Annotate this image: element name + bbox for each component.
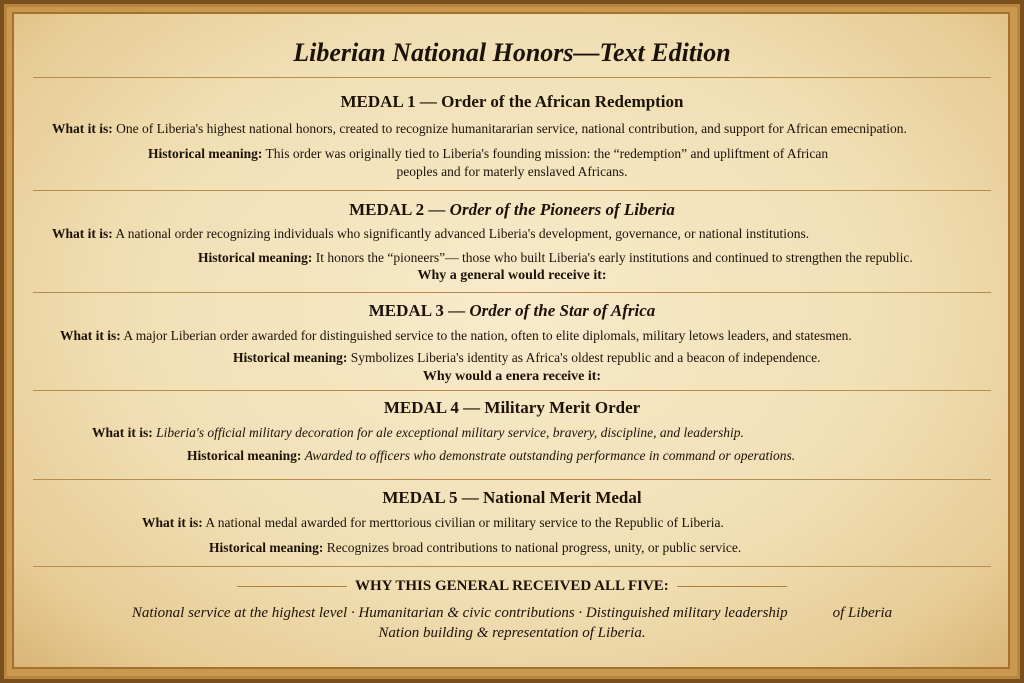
medal-1-number: MEDAL 1 — — [340, 92, 437, 111]
footer-rule-right — [677, 586, 787, 587]
medal-4-what-text: Liberia's official military decoration for ale exceptional military service, bravery, discipline, and leadership. — [156, 425, 744, 440]
medal-2-history — [198, 250, 913, 266]
divider — [33, 390, 991, 391]
medal-3-heading — [0, 301, 1024, 321]
medal-1-history-text: This order was originally tied to Liberia's founding mission: the “redemption” and upliftment of African — [265, 146, 829, 161]
medal-3-why: Why would a enera receive it: — [422, 369, 602, 384]
what-label: What it is: — [142, 515, 203, 530]
medal-1-heading — [0, 92, 1024, 112]
medal-2-number: MEDAL 2 — — [349, 200, 446, 219]
what-label: What it is: — [52, 226, 113, 241]
footer-reasons-continued: Nation building & representation of Liberia. — [378, 625, 646, 641]
medal-5-heading — [0, 488, 1024, 508]
page-title: Liberian National Honors—Text Edition — [293, 38, 731, 67]
history-label: Historical meaning: — [209, 540, 324, 555]
medal-2-why: Why a general would receive it: — [417, 268, 607, 283]
medal-3-what-text: A major Liberian order awarded for distinguished service to the nation, often to elite diplomals, military letows leaders, and statesmen. — [123, 328, 852, 343]
medal-3-number: MEDAL 3 — — [368, 301, 466, 320]
medal-4-heading — [0, 398, 1024, 418]
medal-5-what-text: A national medal awarded for merttorious civilian or military service to the Republic of Liberia. — [205, 515, 724, 530]
what-label: What it is: — [60, 328, 121, 343]
footer-reasons: National service at the highest level · Humanitarian & civic contributions · Distinguished military leadership of Liberia — [131, 605, 893, 621]
medal-5-history — [209, 540, 741, 556]
medal-4-what — [92, 425, 744, 441]
medal-1-history — [148, 146, 828, 162]
divider — [33, 566, 991, 567]
medal-2-name: Order of the Pioneers of Liberia — [449, 200, 675, 219]
medal-1-what-text: One of Liberia's highest national honors, created to recognize humanitararian service, national contribution, and support for African emecnipation. — [116, 121, 907, 136]
medal-1-what — [52, 121, 907, 137]
what-label: What it is: — [52, 121, 113, 136]
medal-2-heading — [0, 200, 1024, 220]
medal-2-what-text: A national order recognizing individuals who significantly advanced Liberia's development, governance, or national institutions. — [115, 226, 810, 241]
medal-3-history-text: Symbolizes Liberia's identity as Africa's oldest republic and a beacon of independence. — [350, 350, 821, 365]
footer-heading: WHY THIS GENERAL RECEIVED ALL FIVE: — [354, 578, 669, 594]
medal-5-number: MEDAL 5 — — [382, 488, 479, 507]
divider — [33, 292, 991, 293]
history-label: Historical meaning: — [198, 250, 313, 265]
history-label: Historical meaning: — [233, 350, 348, 365]
history-label: Historical meaning: — [148, 146, 263, 161]
medal-5-what — [142, 515, 724, 531]
medal-1-history-continued: peoples and for materly enslaved Africans. — [396, 164, 628, 179]
medal-3-history — [233, 350, 820, 366]
medal-5-history-text: Recognizes broad contributions to national progress, unity, or public service. — [326, 540, 742, 555]
medal-5-name: National Merit Medal — [482, 488, 642, 507]
footer-heading-row — [0, 578, 1024, 595]
medal-1-name: Order of the African Redemption — [441, 92, 684, 111]
divider — [33, 77, 991, 78]
medal-3-what — [60, 328, 852, 344]
footer-rule-left — [237, 586, 347, 587]
divider — [33, 190, 991, 191]
divider — [33, 479, 991, 480]
medal-2-what — [52, 226, 809, 242]
what-label: What it is: — [92, 425, 153, 440]
medal-4-name: Military Merit Order — [484, 398, 641, 417]
medal-2-history-text: It honors the “pioneers”— those who built Liberia's early institutions and continued to strengthen the republic. — [315, 250, 913, 265]
medal-4-history — [187, 448, 795, 464]
history-label: Historical meaning: — [187, 448, 302, 463]
medal-3-name: Order of the Star of Africa — [469, 301, 656, 320]
medal-4-history-text: Awarded to officers who demonstrate outstanding performance in command or operations. — [304, 448, 796, 463]
medal-4-number: MEDAL 4 — — [383, 398, 481, 417]
